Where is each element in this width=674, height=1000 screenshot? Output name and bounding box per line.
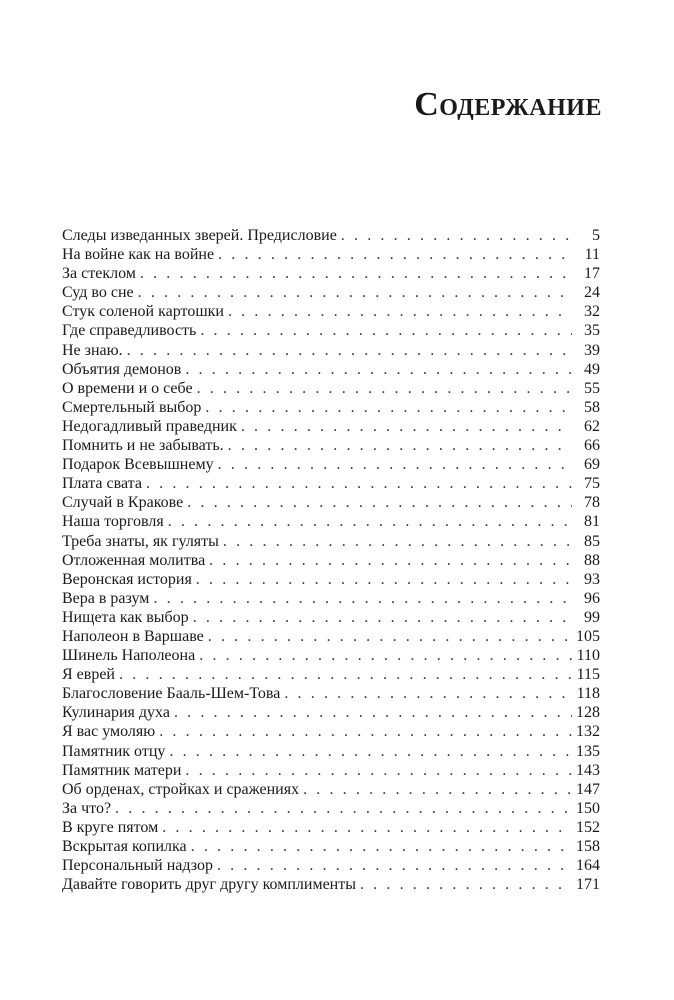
dot-leader — [217, 856, 572, 875]
toc-entry — [62, 512, 600, 531]
toc-entry-page-number: 11 — [584, 246, 600, 264]
toc-entry-page-number: 49 — [584, 360, 600, 378]
toc-entry — [62, 780, 600, 799]
toc-entry — [62, 321, 600, 340]
toc-entry-title: Памятник отцу — [62, 742, 166, 760]
dot-leader — [169, 742, 572, 761]
toc-entry-title: Вера в разум — [62, 589, 150, 607]
dot-leader — [185, 761, 572, 780]
toc-entry-page-number: 171 — [576, 876, 600, 894]
toc-entry — [62, 474, 600, 493]
toc-entry — [62, 799, 600, 818]
dot-leader — [174, 703, 572, 722]
toc-entry-title: В круге пятом — [62, 818, 159, 836]
dot-leader — [196, 570, 572, 589]
dot-leader — [162, 818, 572, 837]
toc-entry-title: Стук соленой картошки — [62, 303, 224, 321]
toc-entry-title: Не знаю. — [62, 341, 123, 359]
toc-entry — [62, 818, 600, 837]
toc-entry-title: За что? — [62, 799, 112, 817]
toc-entry-title: Персональный надзор — [62, 857, 213, 875]
toc-entry — [62, 608, 600, 627]
toc-entry-title: Где справедливость — [62, 322, 197, 340]
toc-entry-page-number: 164 — [576, 857, 600, 875]
toc-entry-title: Наша торговля — [62, 513, 164, 531]
toc-entry — [62, 875, 600, 894]
toc-entry — [62, 761, 600, 780]
toc-entry-page-number: 158 — [576, 838, 600, 855]
toc-entry-page-number: 147 — [576, 780, 600, 798]
toc-entry-title: Я еврей — [62, 666, 115, 684]
toc-entry-title: Подарок Всевышнему — [62, 456, 214, 474]
toc-entry — [62, 283, 600, 302]
toc-entry-page-number: 75 — [584, 475, 600, 493]
dot-leader — [341, 226, 572, 245]
toc-entry-page-number: 118 — [576, 685, 600, 703]
dot-leader — [191, 837, 572, 856]
toc-entry-title: Вскрытая копилка — [62, 838, 187, 855]
dot-leader — [223, 532, 572, 551]
toc-entry-page-number: 81 — [584, 513, 600, 531]
dot-leader — [208, 627, 572, 646]
toc-entry-title: Объятия демонов — [62, 360, 182, 378]
dot-leader — [197, 379, 572, 398]
toc-entry — [62, 551, 600, 570]
toc-entry-page-number: 115 — [576, 666, 600, 684]
toc-entry-page-number: 110 — [576, 647, 600, 665]
dot-leader — [185, 360, 572, 379]
dot-leader — [205, 398, 572, 417]
toc-entry-title: Я вас умоляю — [62, 723, 156, 741]
toc-entry-title: Суд во сне — [62, 284, 134, 302]
toc-entry-page-number: 135 — [576, 742, 600, 760]
toc-entry — [62, 589, 600, 608]
dot-leader — [228, 436, 572, 455]
dot-leader — [115, 799, 572, 818]
toc-entry-title: За стеклом — [62, 265, 136, 283]
toc-entry-title: Следы изведанных зверей. Предисловие — [62, 227, 337, 244]
dot-leader — [228, 302, 572, 321]
toc-entry — [62, 493, 600, 512]
toc-entry-title: Плата свата — [62, 475, 142, 493]
dot-leader — [153, 589, 572, 608]
dot-leader — [193, 608, 572, 627]
dot-leader — [284, 684, 572, 703]
dot-leader — [187, 493, 572, 512]
dot-leader — [140, 264, 572, 283]
toc-entry — [62, 742, 600, 761]
toc-entry-page-number: 62 — [584, 417, 600, 435]
toc-entry-page-number: 69 — [584, 456, 600, 474]
dot-leader — [303, 780, 572, 799]
toc-entry-title: Благословение Бааль-Шем-Това — [62, 685, 281, 703]
dot-leader — [119, 665, 572, 684]
toc-entry-title: Памятник матери — [62, 761, 182, 779]
toc-entry-title: Шинель Наполеона — [62, 647, 196, 665]
toc-entry-title: Об орденах, стройках и сражениях — [62, 780, 300, 798]
toc-entry-page-number: 5 — [592, 227, 600, 244]
toc-entry — [62, 570, 600, 589]
toc-entry — [62, 684, 600, 703]
toc-entry-page-number: 96 — [584, 589, 600, 607]
dot-leader — [159, 722, 572, 741]
toc-entry-title: Веронская история — [62, 570, 192, 588]
toc-entry-page-number: 55 — [584, 379, 600, 397]
toc-entry-title: Кулинария духа — [62, 704, 170, 722]
toc-entry — [62, 264, 600, 283]
dot-leader — [168, 512, 572, 531]
toc-entry-page-number: 93 — [584, 570, 600, 588]
toc-entry-page-number: 35 — [584, 322, 600, 340]
toc-entry-page-number: 78 — [584, 494, 600, 512]
toc-entry-title: Наполеон в Варшаве — [62, 627, 204, 645]
toc-entry-page-number: 39 — [584, 341, 600, 359]
toc-entry — [62, 646, 600, 665]
toc-entry-page-number: 105 — [576, 627, 600, 645]
toc-entry — [62, 532, 600, 551]
toc-entry-title: О времени и о себе — [62, 379, 193, 397]
toc-entry-title: Недогадливый праведник — [62, 417, 237, 435]
toc-entry-title: Отложенная молитва — [62, 551, 206, 569]
page-title: Содержание — [414, 86, 602, 123]
toc-entry-title: Помнить и не забывать. — [62, 437, 224, 455]
toc-entry-page-number: 85 — [584, 532, 600, 550]
dot-leader — [241, 417, 572, 436]
toc-entry-title: Давайте говорить друг другу комплименты — [62, 876, 356, 894]
table-of-contents — [62, 226, 600, 894]
toc-entry — [62, 722, 600, 741]
toc-entry-title: Смертельный выбор — [62, 398, 202, 416]
toc-entry-page-number: 32 — [584, 303, 600, 321]
toc-entry — [62, 703, 600, 722]
dot-leader — [146, 474, 572, 493]
toc-entry — [62, 455, 600, 474]
toc-entry-title: Случай в Кракове — [62, 494, 184, 512]
toc-entry — [62, 856, 600, 875]
toc-entry-title: Треба знаты, як гуляты — [62, 532, 219, 550]
toc-entry-page-number: 152 — [576, 818, 600, 836]
toc-entry-page-number: 150 — [576, 799, 600, 817]
toc-entry-page-number: 99 — [584, 608, 600, 626]
toc-entry-page-number: 66 — [584, 437, 600, 455]
toc-entry — [62, 226, 600, 245]
toc-entry — [62, 665, 600, 684]
toc-entry — [62, 302, 600, 321]
dot-leader — [199, 646, 572, 665]
dot-leader — [218, 455, 572, 474]
dot-leader — [218, 245, 572, 264]
dot-leader — [360, 875, 572, 894]
toc-entry — [62, 627, 600, 646]
dot-leader — [200, 321, 572, 340]
dot-leader — [127, 341, 572, 360]
toc-entry-title: На войне как на войне — [62, 246, 215, 264]
toc-entry — [62, 436, 600, 455]
toc-entry-page-number: 132 — [576, 723, 600, 741]
toc-entry-page-number: 143 — [576, 761, 600, 779]
toc-entry — [62, 341, 600, 360]
dot-leader — [209, 551, 572, 570]
toc-entry — [62, 379, 600, 398]
toc-entry-page-number: 17 — [584, 265, 600, 283]
toc-entry-page-number: 128 — [576, 704, 600, 722]
toc-entry — [62, 398, 600, 417]
dot-leader — [138, 283, 572, 302]
toc-entry — [62, 417, 600, 436]
toc-entry-page-number: 24 — [584, 284, 600, 302]
toc-entry — [62, 245, 600, 264]
toc-entry — [62, 360, 600, 379]
toc-entry-page-number: 58 — [584, 398, 600, 416]
toc-entry-page-number: 88 — [584, 551, 600, 569]
toc-entry — [62, 837, 600, 856]
toc-entry-title: Нищета как выбор — [62, 608, 189, 626]
